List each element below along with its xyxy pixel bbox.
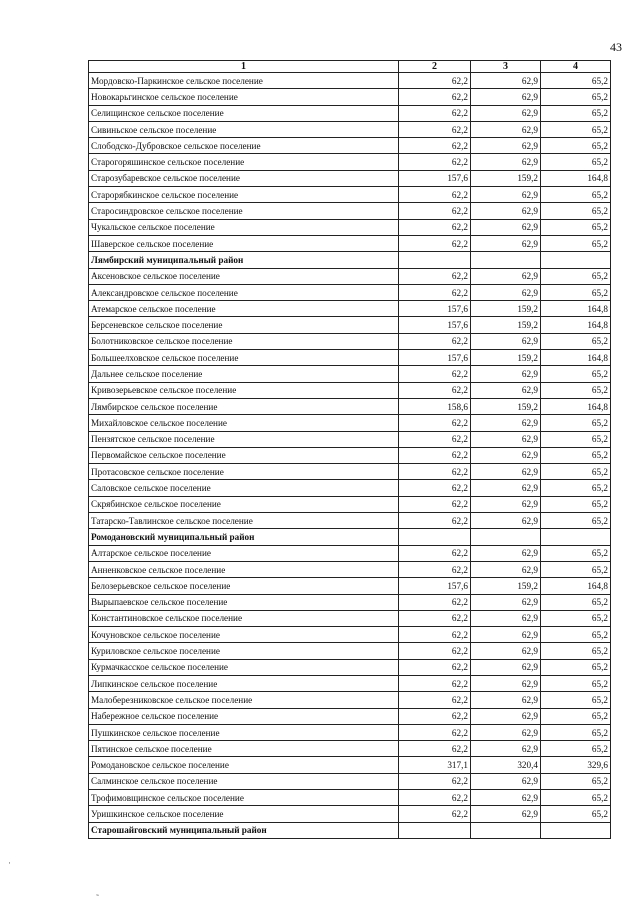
- table-row: [89, 333, 611, 349]
- column-header-1: 1: [89, 61, 399, 73]
- value-col-3: 62,9: [471, 513, 541, 529]
- value-col-3: 62,9: [471, 773, 541, 789]
- value-col-2: 62,2: [399, 73, 471, 89]
- table-row: [89, 545, 611, 561]
- value-col-3: 62,9: [471, 366, 541, 382]
- table-row: [89, 382, 611, 398]
- value-col-4: 65,2: [541, 138, 611, 154]
- table-row: [89, 154, 611, 170]
- value-col-2: 62,2: [399, 447, 471, 463]
- value-col-2: 157,6: [399, 317, 471, 333]
- table-row: [89, 73, 611, 89]
- settlement-name: Михайловское сельское поселение: [89, 415, 399, 431]
- settlement-name: Аксеновское сельское поселение: [89, 268, 399, 284]
- value-col-3: 62,9: [471, 724, 541, 740]
- table-row: [89, 284, 611, 300]
- settlement-name: Ромодановское сельское поселение: [89, 757, 399, 773]
- table-row: [89, 643, 611, 659]
- settlement-name: Мордовско-Паркинское сельское поселение: [89, 73, 399, 89]
- settlement-name: Малоберезниковское сельское поселение: [89, 692, 399, 708]
- value-col-3: 62,9: [471, 692, 541, 708]
- page-number: 43: [610, 40, 622, 54]
- value-col-2: 62,2: [399, 203, 471, 219]
- settlement-name: Анненковское сельское поселение: [89, 561, 399, 577]
- settlement-name: Татарско-Тавлинское сельское поселение: [89, 513, 399, 529]
- settlement-name: Кочуновское сельское поселение: [89, 627, 399, 643]
- settlement-name: Куриловское сельское поселение: [89, 643, 399, 659]
- value-col-2: 62,2: [399, 366, 471, 382]
- value-col-3: 62,9: [471, 235, 541, 251]
- settlement-name: Новокарьгинское сельское поселение: [89, 89, 399, 105]
- settlement-name: Белозерьевское сельское поселение: [89, 578, 399, 594]
- table-row: [89, 561, 611, 577]
- value-col-4: 164,8: [541, 317, 611, 333]
- value-col-2: 62,2: [399, 643, 471, 659]
- settlement-name: Кривозерьевское сельское поселение: [89, 382, 399, 398]
- table-row: [89, 496, 611, 512]
- value-col-2: 62,2: [399, 724, 471, 740]
- table-row: [89, 219, 611, 235]
- value-col-3: 62,9: [471, 203, 541, 219]
- value-col-3: 62,9: [471, 105, 541, 121]
- table-row: [89, 692, 611, 708]
- value-col-4: 65,2: [541, 187, 611, 203]
- table-row: [89, 447, 611, 463]
- value-col-3: 62,9: [471, 382, 541, 398]
- settlement-name: Ромодановский муниципальный район: [89, 529, 399, 545]
- value-col-3: 62,9: [471, 121, 541, 137]
- value-col-4: 65,2: [541, 545, 611, 561]
- settlement-name: Салминское сельское поселение: [89, 773, 399, 789]
- value-col-2: 62,2: [399, 268, 471, 284]
- table-body: [89, 73, 611, 839]
- value-col-4: 65,2: [541, 235, 611, 251]
- value-col-2: 157,6: [399, 301, 471, 317]
- settlement-name: Пятинское сельское поселение: [89, 741, 399, 757]
- settlement-name: Курмачкасское сельское поселение: [89, 659, 399, 675]
- header-row: [89, 61, 611, 73]
- settlement-name: Саловское сельское поселение: [89, 480, 399, 496]
- table-row: [89, 513, 611, 529]
- settlement-name: Скрябинское сельское поселение: [89, 496, 399, 512]
- value-col-4: 65,2: [541, 121, 611, 137]
- value-col-2: 62,2: [399, 610, 471, 626]
- settlement-name: Слободско-Дубровское сельское поселение: [89, 138, 399, 154]
- table-row: [89, 610, 611, 626]
- settlement-name: Берсеневское сельское поселение: [89, 317, 399, 333]
- value-col-4: 65,2: [541, 594, 611, 610]
- settlement-name: Селищинское сельское поселение: [89, 105, 399, 121]
- settlement-name: Алтарское сельское поселение: [89, 545, 399, 561]
- value-col-3: 159,2: [471, 317, 541, 333]
- value-col-2: 62,2: [399, 431, 471, 447]
- value-col-4: 65,2: [541, 415, 611, 431]
- table-row: [89, 235, 611, 251]
- table-row: [89, 203, 611, 219]
- value-col-3: 62,9: [471, 464, 541, 480]
- value-col-4: 65,2: [541, 773, 611, 789]
- value-col-4: 65,2: [541, 382, 611, 398]
- value-col-2: 62,2: [399, 333, 471, 349]
- value-col-4: 65,2: [541, 89, 611, 105]
- table-row: [89, 138, 611, 154]
- value-col-2: 157,6: [399, 350, 471, 366]
- table-row: [89, 366, 611, 382]
- value-col-3: 62,9: [471, 561, 541, 577]
- settlement-name: Лямбирский муниципальный район: [89, 252, 399, 268]
- value-col-2: 157,6: [399, 578, 471, 594]
- value-col-2: 317,1: [399, 757, 471, 773]
- column-header-4: 4: [541, 61, 611, 73]
- value-col-4: 65,2: [541, 268, 611, 284]
- value-col-3: 62,9: [471, 138, 541, 154]
- value-col-4: [541, 529, 611, 545]
- value-col-3: 62,9: [471, 89, 541, 105]
- value-col-2: 62,2: [399, 708, 471, 724]
- value-col-3: 62,9: [471, 675, 541, 691]
- value-col-3: [471, 252, 541, 268]
- value-col-3: 62,9: [471, 333, 541, 349]
- value-col-2: 62,2: [399, 561, 471, 577]
- value-col-4: 65,2: [541, 724, 611, 740]
- value-col-4: 164,8: [541, 301, 611, 317]
- value-col-2: 62,2: [399, 692, 471, 708]
- value-col-4: 65,2: [541, 219, 611, 235]
- value-col-3: 62,9: [471, 415, 541, 431]
- table-row: [89, 578, 611, 594]
- value-col-3: 62,9: [471, 741, 541, 757]
- value-col-2: 62,2: [399, 806, 471, 822]
- table-row: [89, 627, 611, 643]
- settlement-name: Атемарское сельское поселение: [89, 301, 399, 317]
- value-col-2: 62,2: [399, 790, 471, 806]
- value-col-4: 65,2: [541, 366, 611, 382]
- value-col-4: 164,8: [541, 350, 611, 366]
- table-row: [89, 724, 611, 740]
- value-col-3: 62,9: [471, 431, 541, 447]
- section-row: [89, 529, 611, 545]
- value-col-2: [399, 529, 471, 545]
- table-row: [89, 790, 611, 806]
- value-col-2: 62,2: [399, 154, 471, 170]
- value-col-2: 62,2: [399, 105, 471, 121]
- settlement-name: Первомайское сельское поселение: [89, 447, 399, 463]
- value-col-4: 65,2: [541, 284, 611, 300]
- value-col-3: 62,9: [471, 187, 541, 203]
- table-row: [89, 105, 611, 121]
- value-col-4: 65,2: [541, 333, 611, 349]
- value-col-4: 65,2: [541, 464, 611, 480]
- value-col-2: 157,6: [399, 170, 471, 186]
- value-col-4: 65,2: [541, 431, 611, 447]
- settlement-name: Пензятское сельское поселение: [89, 431, 399, 447]
- table-row: [89, 741, 611, 757]
- value-col-2: 62,2: [399, 187, 471, 203]
- value-col-2: 62,2: [399, 513, 471, 529]
- value-col-4: 65,2: [541, 627, 611, 643]
- scan-speck: ·: [8, 858, 11, 868]
- settlement-name: Набережное сельское поселение: [89, 708, 399, 724]
- value-col-2: 62,2: [399, 121, 471, 137]
- value-col-2: 62,2: [399, 741, 471, 757]
- column-header-3: 3: [471, 61, 541, 73]
- value-col-3: 62,9: [471, 268, 541, 284]
- value-col-2: 62,2: [399, 675, 471, 691]
- value-col-2: 62,2: [399, 235, 471, 251]
- value-col-4: [541, 822, 611, 838]
- value-col-2: 62,2: [399, 415, 471, 431]
- value-col-4: 329,6: [541, 757, 611, 773]
- value-col-3: 62,9: [471, 545, 541, 561]
- table-row: [89, 415, 611, 431]
- value-col-4: 65,2: [541, 610, 611, 626]
- value-col-4: 65,2: [541, 203, 611, 219]
- section-row: [89, 252, 611, 268]
- settlement-name: Большеелховское сельское поселение: [89, 350, 399, 366]
- value-col-2: 62,2: [399, 89, 471, 105]
- column-header-2: 2: [399, 61, 471, 73]
- value-col-4: 65,2: [541, 806, 611, 822]
- table-row: [89, 187, 611, 203]
- settlement-name: Константиновское сельское поселение: [89, 610, 399, 626]
- value-col-3: 62,9: [471, 806, 541, 822]
- value-col-2: 62,2: [399, 496, 471, 512]
- table-row: [89, 317, 611, 333]
- value-col-2: 62,2: [399, 219, 471, 235]
- settlement-name: Старосиндровское сельское поселение: [89, 203, 399, 219]
- settlement-name: Шаверское сельское поселение: [89, 235, 399, 251]
- value-col-2: 62,2: [399, 659, 471, 675]
- data-table: [88, 60, 611, 839]
- value-col-3: 62,9: [471, 284, 541, 300]
- table-row: [89, 350, 611, 366]
- value-col-3: 62,9: [471, 496, 541, 512]
- scan-speck: ˜: [96, 893, 99, 903]
- value-col-2: 62,2: [399, 464, 471, 480]
- value-col-3: [471, 822, 541, 838]
- value-col-4: 65,2: [541, 708, 611, 724]
- value-col-3: 62,9: [471, 594, 541, 610]
- value-col-3: 320,4: [471, 757, 541, 773]
- value-col-2: 62,2: [399, 545, 471, 561]
- value-col-2: [399, 252, 471, 268]
- value-col-4: 65,2: [541, 741, 611, 757]
- value-col-4: 65,2: [541, 496, 611, 512]
- value-col-4: 65,2: [541, 480, 611, 496]
- table-row: [89, 431, 611, 447]
- table-row: [89, 480, 611, 496]
- table-row: [89, 121, 611, 137]
- value-col-2: 62,2: [399, 284, 471, 300]
- value-col-3: 62,9: [471, 219, 541, 235]
- value-col-4: 65,2: [541, 513, 611, 529]
- value-col-3: 159,2: [471, 398, 541, 414]
- value-col-3: 62,9: [471, 447, 541, 463]
- settlement-name: Трофимовщинское сельское поселение: [89, 790, 399, 806]
- value-col-4: 164,8: [541, 170, 611, 186]
- value-col-3: 159,2: [471, 350, 541, 366]
- settlement-name: Лямбирское сельское поселение: [89, 398, 399, 414]
- value-col-2: 62,2: [399, 773, 471, 789]
- value-col-2: 62,2: [399, 138, 471, 154]
- settlement-name: Старорябкинское сельское поселение: [89, 187, 399, 203]
- value-col-4: 65,2: [541, 105, 611, 121]
- settlement-name: Болотниковское сельское поселение: [89, 333, 399, 349]
- value-col-3: 159,2: [471, 301, 541, 317]
- value-col-4: [541, 252, 611, 268]
- settlement-name: Пушкинское сельское поселение: [89, 724, 399, 740]
- settlement-name: Сивиньское сельское поселение: [89, 121, 399, 137]
- value-col-4: 65,2: [541, 790, 611, 806]
- value-col-3: 62,9: [471, 643, 541, 659]
- table-row: [89, 89, 611, 105]
- value-col-3: 159,2: [471, 578, 541, 594]
- table-row: [89, 773, 611, 789]
- settlement-name: Старогоряшинское сельское поселение: [89, 154, 399, 170]
- value-col-2: 62,2: [399, 594, 471, 610]
- table-row: [89, 757, 611, 773]
- settlement-name: Старозубаревское сельское поселение: [89, 170, 399, 186]
- value-col-4: 164,8: [541, 398, 611, 414]
- settlement-name: Дальнее сельское поселение: [89, 366, 399, 382]
- table-row: [89, 170, 611, 186]
- value-col-3: 62,9: [471, 659, 541, 675]
- table-row: [89, 708, 611, 724]
- table-row: [89, 268, 611, 284]
- value-col-2: 62,2: [399, 627, 471, 643]
- settlement-name: Старошайговский муниципальный район: [89, 822, 399, 838]
- value-col-3: 62,9: [471, 790, 541, 806]
- value-col-4: 65,2: [541, 692, 611, 708]
- value-col-3: 159,2: [471, 170, 541, 186]
- value-col-4: 65,2: [541, 447, 611, 463]
- value-col-2: 158,6: [399, 398, 471, 414]
- value-col-4: 65,2: [541, 675, 611, 691]
- settlement-name: Протасовское сельское поселение: [89, 464, 399, 480]
- table-row: [89, 659, 611, 675]
- table-row: [89, 398, 611, 414]
- value-col-2: 62,2: [399, 382, 471, 398]
- value-col-4: 65,2: [541, 643, 611, 659]
- value-col-3: 62,9: [471, 73, 541, 89]
- value-col-4: 65,2: [541, 561, 611, 577]
- value-col-3: 62,9: [471, 154, 541, 170]
- value-col-3: [471, 529, 541, 545]
- value-col-2: [399, 822, 471, 838]
- settlement-name: Вырыпаевское сельское поселение: [89, 594, 399, 610]
- table-row: [89, 594, 611, 610]
- value-col-4: 164,8: [541, 578, 611, 594]
- value-col-4: 65,2: [541, 659, 611, 675]
- value-col-3: 62,9: [471, 708, 541, 724]
- table-row: [89, 675, 611, 691]
- settlement-name: Уришкинское сельское поселение: [89, 806, 399, 822]
- table-row: [89, 806, 611, 822]
- table-row: [89, 464, 611, 480]
- value-col-3: 62,9: [471, 610, 541, 626]
- value-col-3: 62,9: [471, 627, 541, 643]
- value-col-4: 65,2: [541, 73, 611, 89]
- table-row: [89, 301, 611, 317]
- settlement-name: Липкинское сельское поселение: [89, 675, 399, 691]
- value-col-2: 62,2: [399, 480, 471, 496]
- value-col-4: 65,2: [541, 154, 611, 170]
- section-row: [89, 822, 611, 838]
- settlement-name: Чукальское сельское поселение: [89, 219, 399, 235]
- value-col-3: 62,9: [471, 480, 541, 496]
- settlement-name: Александровское сельское поселение: [89, 284, 399, 300]
